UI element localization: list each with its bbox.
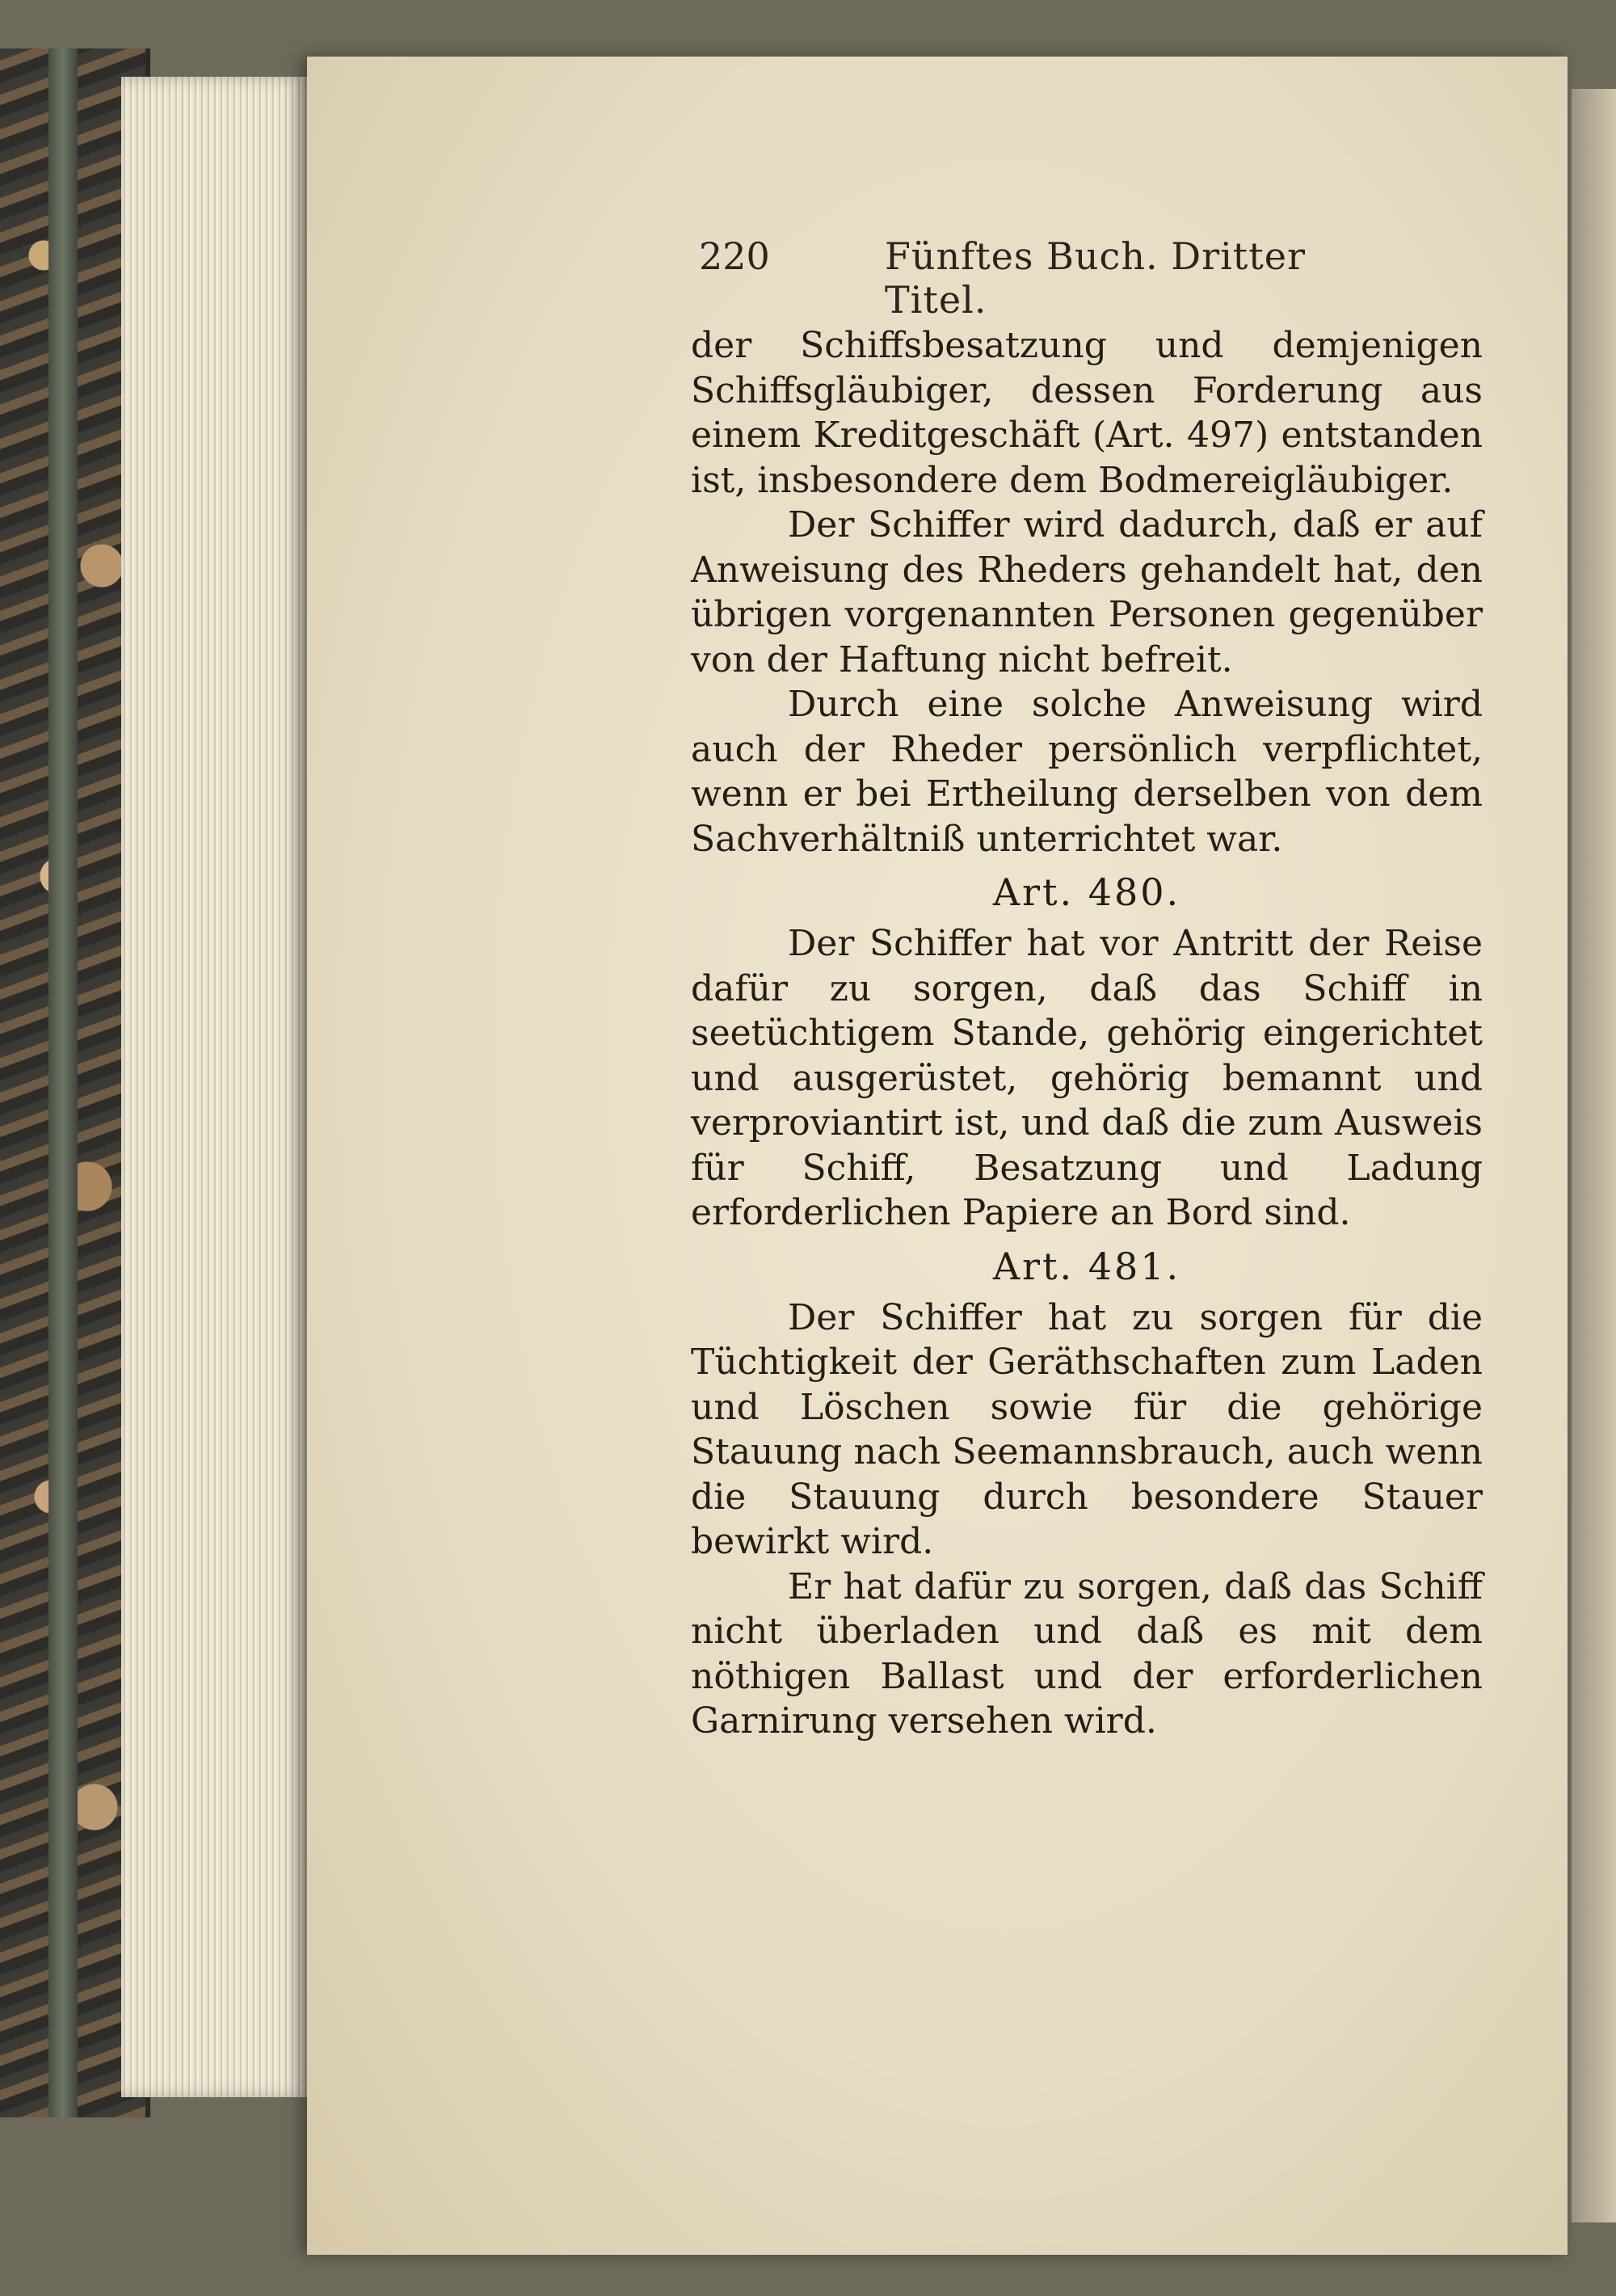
body-text: [691, 323, 1483, 1744]
page-number: 220: [699, 234, 770, 278]
paragraph: Der Schiffer wird dadurch, daß er auf Anweisung des Rheders gehandelt hat, den übrigen vorgenannten Personen gegenüber von der Haftung nicht befreit.: [691, 504, 1483, 680]
paragraph: Er hat dafür zu sorgen, daß das Schiff nicht überladen und daß es mit dem nöthigen Ballast und der erforderlichen Garnirung versehen wird.: [691, 1565, 1483, 1742]
paragraph: Der Schiffer hat vor Antritt der Reise dafür zu sorgen, daß das Schiff in seetüchtigem Stande, gehörig eingerichtet und ausgerüstet, gehörig bemannt und verproviantirt ist, und daß die zum Ausweis für Schiff, Besatzung und Ladung erforderlichen Papiere an Bord sind.: [691, 923, 1483, 1233]
article-heading-480: Art. 480.: [992, 870, 1181, 914]
facing-page-edge: [1572, 89, 1616, 2222]
book-spine: [48, 48, 78, 2117]
article-heading-481: Art. 481.: [992, 1244, 1181, 1288]
page-block-edges: [121, 77, 307, 2097]
running-title: Fünftes Buch. Dritter Titel.: [885, 234, 1306, 322]
page-header: [699, 234, 1394, 322]
paragraph: Der Schiffer hat zu sorgen für die Tüchtigkeit der Geräthschaften zum Laden und Löschen sowie für die gehörige Stauung nach Seemannsbrauch, auch wenn die Stauung durch besondere Stauer bewirkt wird.: [691, 1296, 1483, 1562]
paragraph: Durch eine solche Anweisung wird auch der Rheder persönlich verpflichtet, wenn er bei Ertheilung derselben von dem Sachverhältniß unterrichtet war.: [691, 684, 1483, 860]
paragraph-continuation: der Schiffsbesatzung und demjenigen Schiffsgläubiger, dessen Forderung aus einem Kreditgeschäft (Art. 497) entstanden ist, insbesondere dem Bodmereigläubiger.: [691, 325, 1483, 501]
